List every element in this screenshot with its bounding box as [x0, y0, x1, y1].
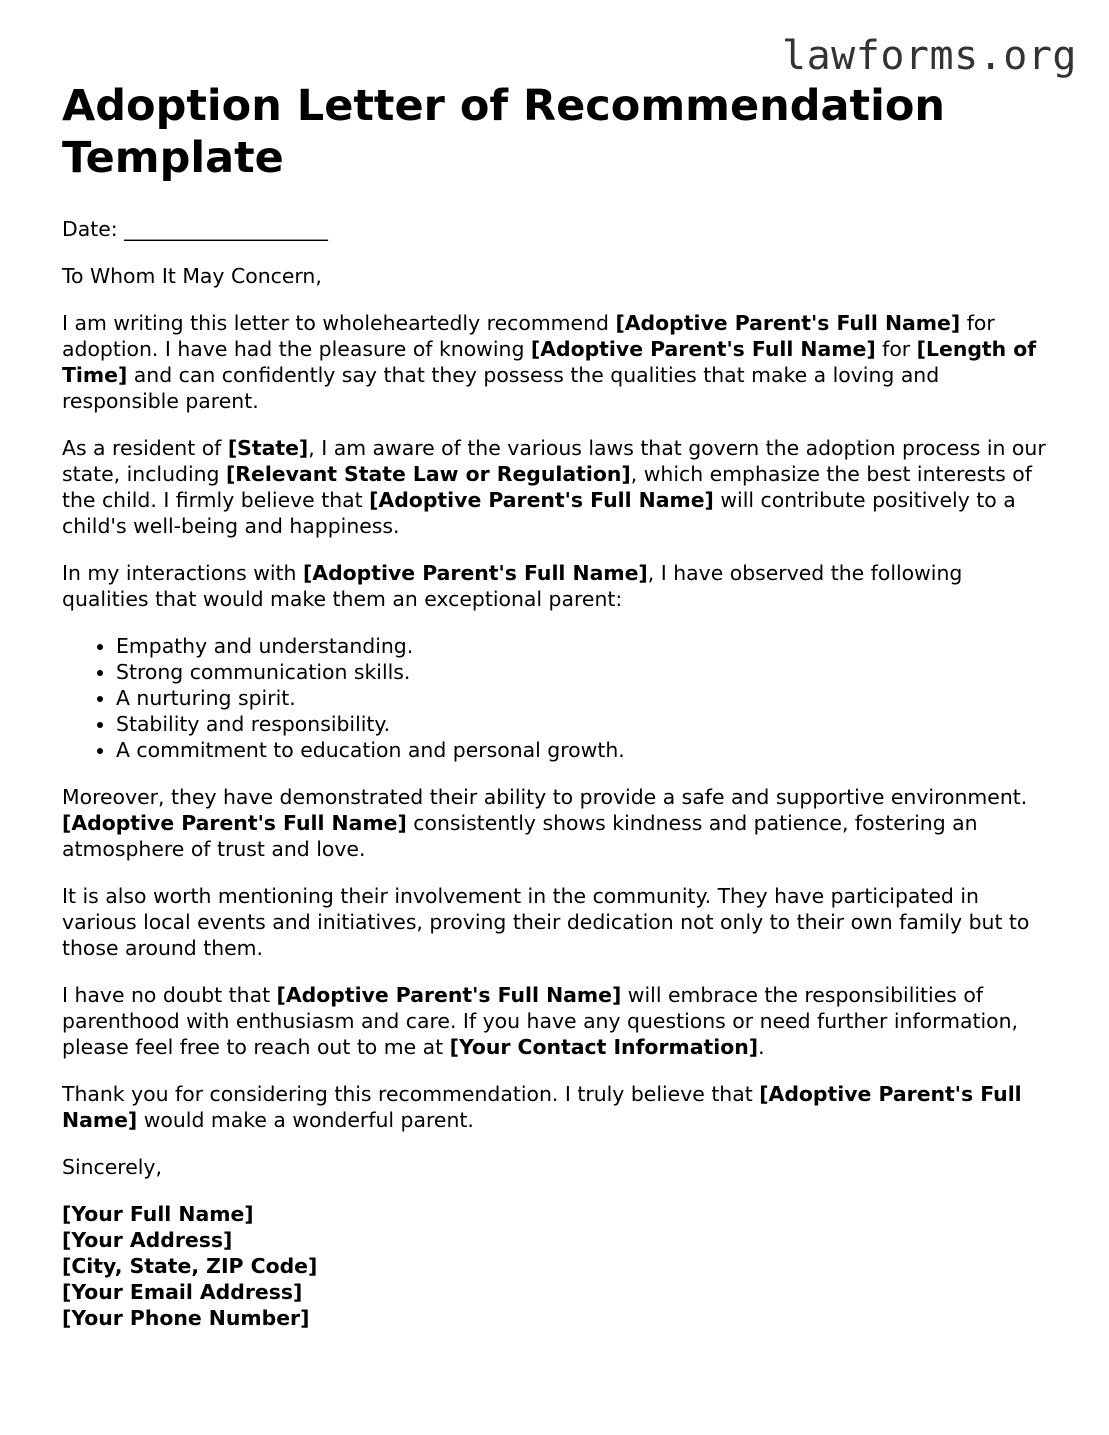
placeholder-adoptive-parent-name: [Adoptive Parent's Full Name] [62, 1082, 1022, 1132]
placeholder-adoptive-parent-name: [Adoptive Parent's Full Name] [302, 561, 648, 585]
placeholder-state-law: [Relevant State Law or Regulation] [225, 462, 631, 486]
list-item: • Empathy and understanding. [116, 633, 1052, 659]
signature-email: [Your Email Address] [62, 1280, 303, 1304]
watermark-logo-text: lawforms.org [782, 33, 1077, 79]
placeholder-length-of-time: [Length of Time] [62, 337, 1037, 387]
signature-address: [Your Address] [62, 1228, 233, 1252]
closing: Sincerely, [62, 1155, 162, 1179]
list-item: • A commitment to education and personal growth. [116, 737, 1052, 763]
placeholder-adoptive-parent-name: [Adoptive Parent's Full Name] [530, 337, 876, 361]
placeholder-adoptive-parent-name: [Adoptive Parent's Full Name] [369, 488, 714, 512]
placeholder-adoptive-parent-name: [Adoptive Parent's Full Name] [276, 983, 622, 1007]
paragraph-state-law: As a resident of [State], I am aware of the various laws that govern the adoption process in our state, including [Relevant State Law or Regulation], which emphasize the best interests of the child. I firmly believe that [Adoptive Parent's Full Name] will contribute positively to a child's well-being and happiness. [62, 436, 1046, 538]
placeholder-adoptive-parent-name: [Adoptive Parent's Full Name] [615, 311, 961, 335]
list-item: • Stability and responsibility. [116, 711, 1052, 737]
letter-page [62, 80, 1052, 1331]
greeting: To Whom It May Concern, [62, 264, 322, 288]
paragraph-environment: Moreover, they have demonstrated their ability to provide a safe and supportive environment. [Adoptive Parent's Full Name] consistently shows kindness and patience, fostering an atmosphere of trust and love. [62, 785, 1028, 861]
placeholder-state: [State] [227, 436, 309, 460]
paragraph-thank-you: Thank you for considering this recommendation. I truly believe that [Adoptive Parent's Full Name] would make a wonderful parent. [62, 1082, 1022, 1132]
signature-phone: [Your Phone Number] [62, 1306, 310, 1330]
paragraph-no-doubt: I have no doubt that [Adoptive Parent's Full Name] will embrace the responsibilities of parenthood with enthusiasm and care. If you have any questions or need further information, please feel free to reach out to me at [Your Contact Information]. [62, 983, 1018, 1059]
signature-name: [Your Full Name] [62, 1202, 254, 1226]
paragraph-interactions: In my interactions with [Adoptive Parent's Full Name], I have observed the following qualities that would make them an exceptional parent: [62, 561, 963, 611]
signature-city-state-zip: [City, State, ZIP Code] [62, 1254, 318, 1278]
qualities-list [62, 633, 1052, 763]
list-item: • Strong communication skills. [116, 659, 1052, 685]
date-line: Date: ____________________ [62, 217, 328, 241]
signature-block [62, 1201, 1052, 1331]
list-item: • A nurturing spirit. [116, 685, 1052, 711]
document-title: Adoption Letter of Recommendation Template [62, 81, 945, 183]
placeholder-adoptive-parent-name: [Adoptive Parent's Full Name] [62, 811, 407, 835]
paragraph-community: It is also worth mentioning their involvement in the community. They have participated in various local events and initiatives, proving their dedication not only to their own family but to those around them. [62, 884, 1030, 960]
paragraph-introduction: I am writing this letter to wholeheartedly recommend [Adoptive Parent's Full Name] for adoption. I have had the pleasure of knowing [Adoptive Parent's Full Name] for [Length of Time] and can confidently say that they possess the qualities that make a loving and responsible parent. [62, 311, 1037, 413]
placeholder-contact-information: [Your Contact Information] [449, 1035, 759, 1059]
